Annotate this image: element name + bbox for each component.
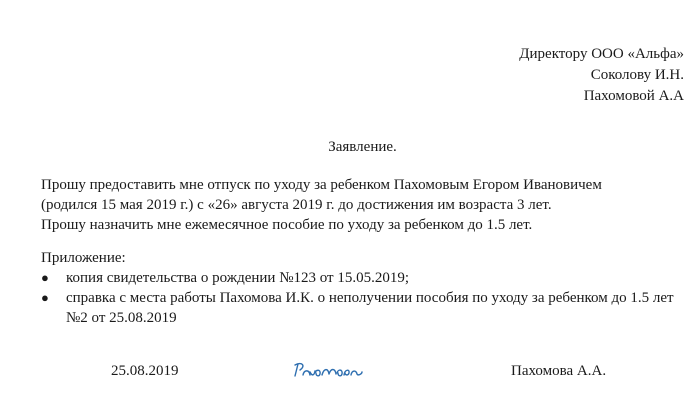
attachment-text: справка с места работы Пахомова И.К. о неполучении пособия по уходу за ребенком до 1.5 лет №2 от 25.08.2019 — [66, 290, 674, 326]
attachment-text: копия свидетельства о рождении №123 от 15.05.2019; — [66, 270, 410, 286]
request-paragraph — [41, 175, 681, 235]
addressee-director-line: Директору ООО «Альфа» — [519, 46, 684, 62]
addressee-director-name: Соколову И.Н. — [590, 67, 684, 83]
request-line-1: Прошу предоставить мне отпуск по уходу за ребенком Пахомовым Егором Ивановичем — [41, 177, 602, 193]
request-line-2: (родился 15 мая 2019 г.) с «26» августа 2019 г. до достижения им возраста 3 лет. — [41, 197, 552, 213]
attachments-list — [41, 268, 691, 328]
handwritten-signature — [292, 358, 384, 382]
bullet-icon: ● — [41, 270, 49, 285]
request-line-3: Прошу назначить мне ежемесячное пособие по уходу за ребенком до 1.5 лет. — [41, 217, 533, 233]
document-title: Заявление. — [328, 139, 397, 155]
bullet-icon: ● — [41, 290, 49, 305]
signature-date: 25.08.2019 — [111, 363, 179, 379]
addressee-block — [519, 44, 684, 107]
applicant-signature-name: Пахомова А.А. — [511, 363, 607, 379]
attachment-item — [41, 268, 691, 288]
attachments-section — [41, 248, 691, 328]
addressee-applicant-name: Пахомовой А.А — [583, 88, 684, 104]
attachments-heading: Приложение: — [41, 250, 126, 266]
attachment-item — [41, 288, 691, 328]
